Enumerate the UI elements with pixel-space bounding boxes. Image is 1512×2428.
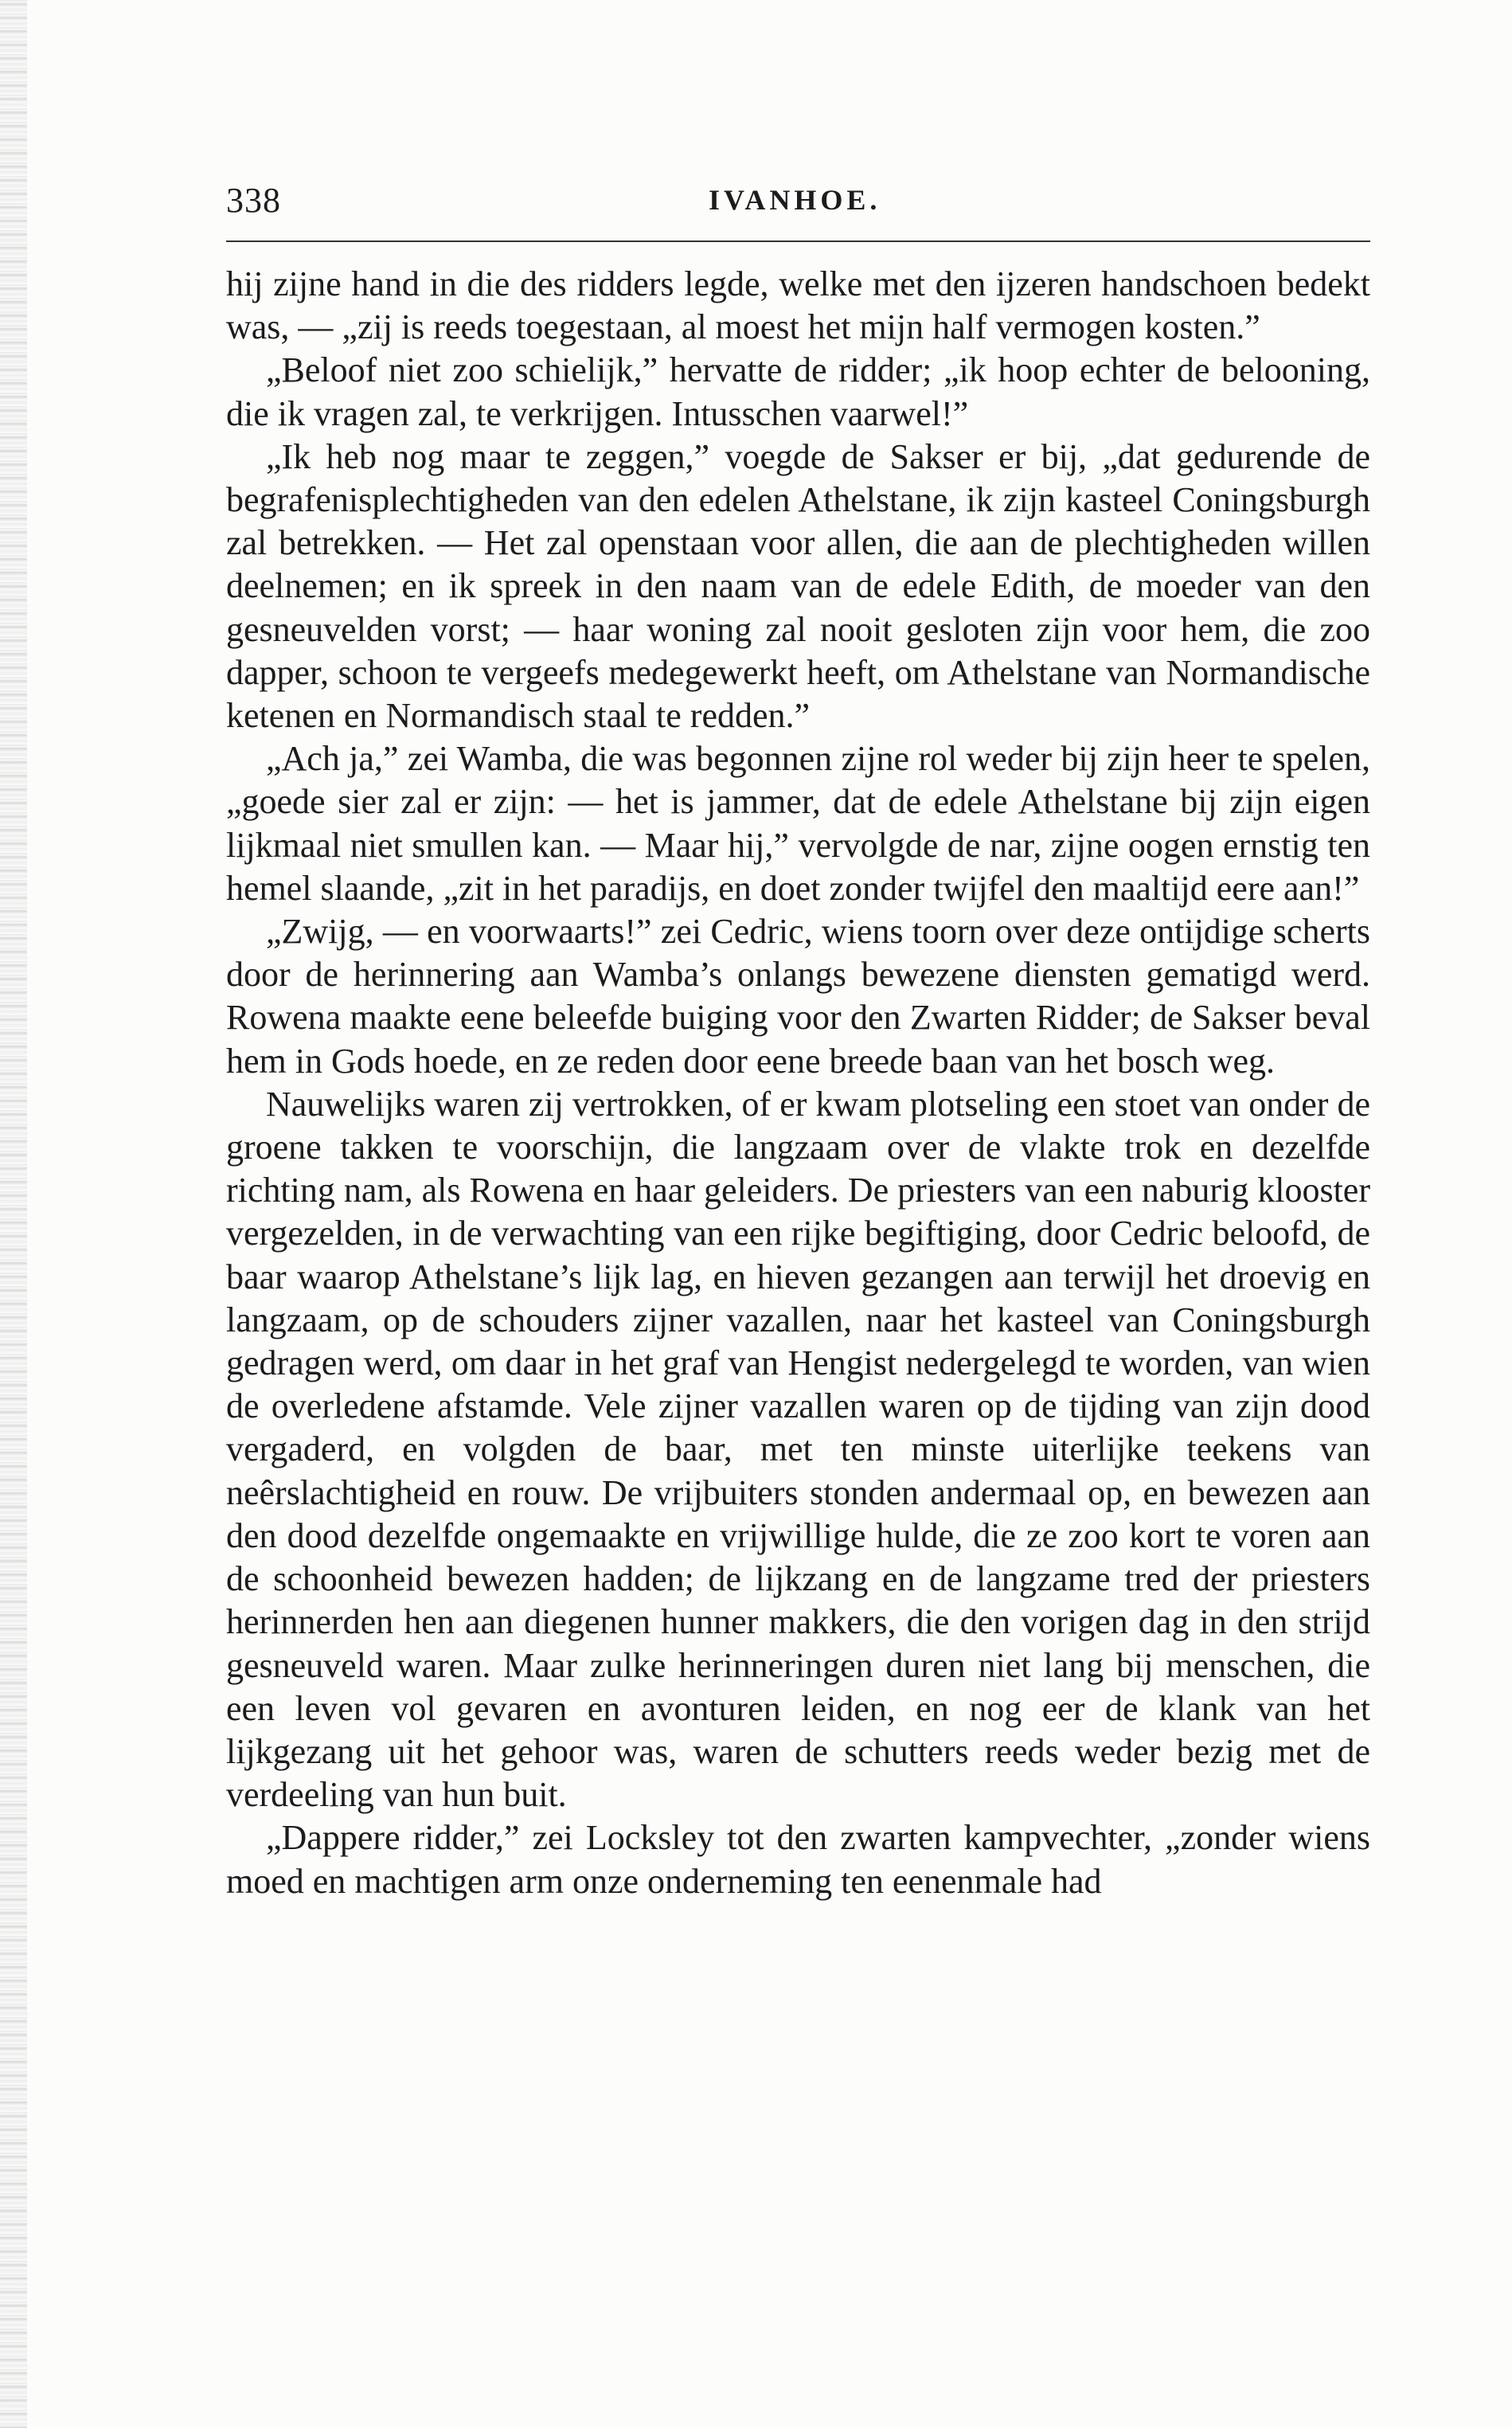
header-rule [226,240,1370,242]
paragraph-6: Nauwelijks waren zij vertrokken, of er kwam plotseling een stoet van onder de groene takken te voorschijn, die langzaam over de vlakte trok en dezelfde richting nam, als Rowena en haar geleiders. De priesters van een naburig klooster vergezelden, in de verwachting van een rijke begiftiging, door Cedric beloofd, de baar waarop Athelstane’s lijk lag, en hieven gezangen aan terwijl het droevig en langzaam, op de schouders zijner vazallen, naar het kasteel van Coningsburgh gedragen werd, om daar in het graf van Hengist nedergelegd te worden, van wien de overledene afstamde. Vele zijner vazallen waren op de tijding van zijn dood vergaderd, en volgden de baar, met ten minste uiterlijke teekens van neêrslachtigheid en rouw. De vrijbuiters stonden andermaal op, en bewezen aan den dood dezelfde ongemaakte en vrijwillige hulde, die ze zoo kort te voren aan de schoonheid bewezen hadden; de lijkzang en de langzame tred der priesters herinnerden hen aan diegenen hunner makkers, die den vorigen dag in den strijd gesneuveld waren. Maar zulke herinneringen duren niet lang bij menschen, die een leven vol gevaren en avonturen leiden, en nog eer de klank van het lijkgezang uit het gehoor was, waren de schutters reeds weder bezig met de verdeeling van hun buit. [226,1084,1370,1815]
paragraph-7: „Dappere ridder,” zei Locksley tot den zwarten kampvechter, „zonder wiens moed en machtigen arm onze onderneming ten eenenmale had [226,1818,1370,1901]
paragraph-4: „Ach ja,” zei Wamba, die was begonnen zijne rol weder bij zijn heer te spelen, „goede sier zal er zijn: — het is jammer, dat de edele Athelstane bij zijn eigen lijkmaal niet smullen kan. — Maar hij,” vervolgde de nar, zijne oogen ernstig ten hemel slaande, „zit in het paradijs, en doet zonder twijfel den maaltijd eere aan!” [226,739,1370,908]
paragraph-1: hij zijne hand in die des ridders legde, welke met den ijzeren handschoen bedekt was, — „zij is reeds toegestaan, al moest het mijn half vermogen kosten.” [226,264,1370,347]
page-number: 338 [226,181,281,220]
running-title: IVANHOE. [709,184,881,216]
paragraph-5: „Zwijg, — en voorwaarts!” zei Cedric, wiens toorn over deze ontijdige scherts door de herinnering aan Wamba’s onlangs bewezene diensten gematigd werd. Rowena maakte eene beleefde buiging voor den Zwarten Ridder; de Sakser beval hem in Gods hoede, en ze reden door eene breede baan van het bosch weg. [226,912,1370,1081]
paragraph-3: „Ik heb nog maar te zeggen,” voegde de Sakser er bij, „dat gedurende de begrafenisplechtigheden van den edelen Athelstane, ik zijn kasteel Coningsburgh zal betrekken. — Het zal openstaan voor allen, die aan de plechtigheden willen deelnemen; en ik spreek in den naam van de edele Edith, de moeder van den gesneuvelden vorst; — haar woning zal nooit gesloten zijn voor hem, die zoo dapper, schoon te vergeefs medegewerkt heeft, om Athelstane van Normandische ketenen en Normandisch staal te redden.” [226,436,1370,736]
page-header [226,180,1370,236]
body-text [226,263,1370,1903]
paragraph-2: „Beloof niet zoo schielijk,” hervatte de ridder; „ik hoop echter de belooning, die ik vragen zal, te verkrijgen. Intusschen vaarwel!” [226,350,1370,433]
page-binding-edge [0,0,27,2428]
